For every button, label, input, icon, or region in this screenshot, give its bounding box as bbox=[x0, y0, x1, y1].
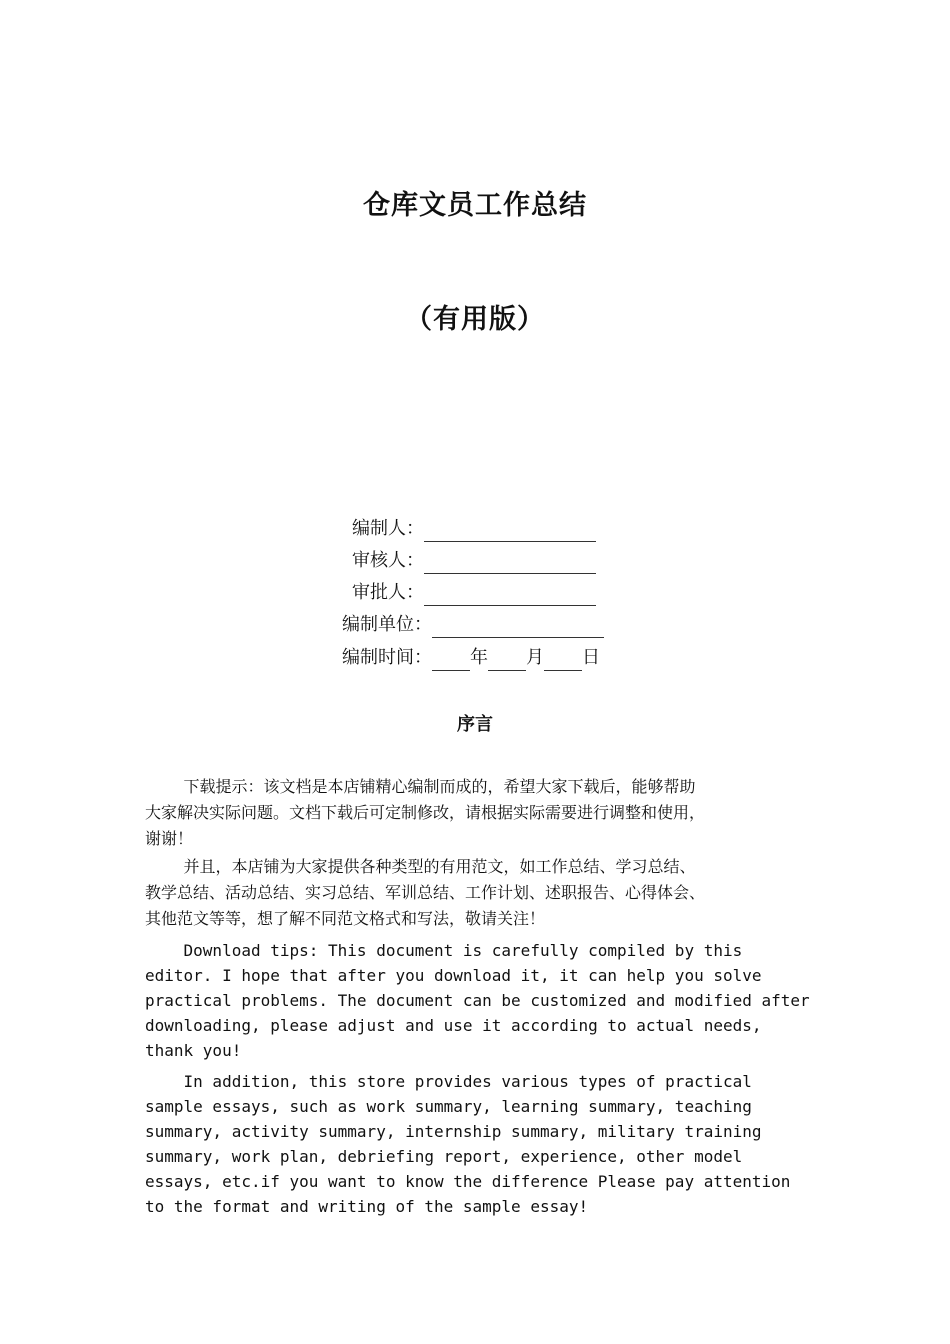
reviewer-blank-line bbox=[424, 553, 596, 574]
day-blank-line bbox=[544, 650, 582, 671]
unit-label: 编制单位： bbox=[342, 614, 432, 635]
preface-paragraph-en-1: Download tips: This document is carefully compiled by this editor. I hope that after you download it, it can help you solve practical problems. The document can be customized and modified after downloading, please adjust and use it according to actual needs, thank you! bbox=[145, 941, 810, 1060]
approver-label: 审批人： bbox=[352, 582, 424, 603]
preface-paragraph-cn-2: 并且，本店铺为大家提供各种类型的有用范文，如工作总结、学习总结、 教学总结、活动总结、实习总结、军训总结、工作计划、述职报告、心得体会、 其他范文等等，想了解不同范文格式和写法，敬请关注！ bbox=[145, 857, 706, 928]
month-blank-line bbox=[488, 650, 526, 671]
time-label: 编制时间： bbox=[342, 647, 432, 668]
reviewer-field bbox=[352, 548, 596, 574]
approver-field bbox=[352, 580, 596, 606]
document-subtitle: （有用版） bbox=[405, 304, 545, 335]
compiler-blank-line bbox=[424, 521, 596, 542]
preface-paragraph-en-2: In addition, this store provides various types of practical sample essays, such as work summary, learning summary, teaching summary, activity summary, internship summary, military training summary, work plan, debriefing report, experience, other model essays, etc.if you want to know the difference Please pay attention to the format and writing of the sample essay! bbox=[145, 1072, 791, 1216]
unit-field bbox=[342, 612, 604, 638]
compiler-label: 编制人： bbox=[352, 518, 424, 539]
preface-title: 序言 bbox=[457, 714, 493, 735]
unit-blank-line bbox=[432, 617, 604, 638]
approver-blank-line bbox=[424, 585, 596, 606]
year-blank-line bbox=[432, 650, 470, 671]
day-label: 日 bbox=[582, 647, 600, 668]
reviewer-label: 审核人： bbox=[352, 550, 424, 571]
compiler-field bbox=[352, 516, 596, 542]
preface-paragraph-cn-1: 下载提示：该文档是本店铺精心编制而成的，希望大家下载后，能够帮助 大家解决实际问题。文档下载后可定制修改，请根据实际需要进行调整和使用， 谢谢！ bbox=[145, 777, 706, 848]
time-field bbox=[342, 645, 600, 671]
year-label: 年 bbox=[470, 647, 488, 668]
month-label: 月 bbox=[526, 647, 544, 668]
document-title: 仓库文员工作总结 bbox=[363, 190, 587, 221]
